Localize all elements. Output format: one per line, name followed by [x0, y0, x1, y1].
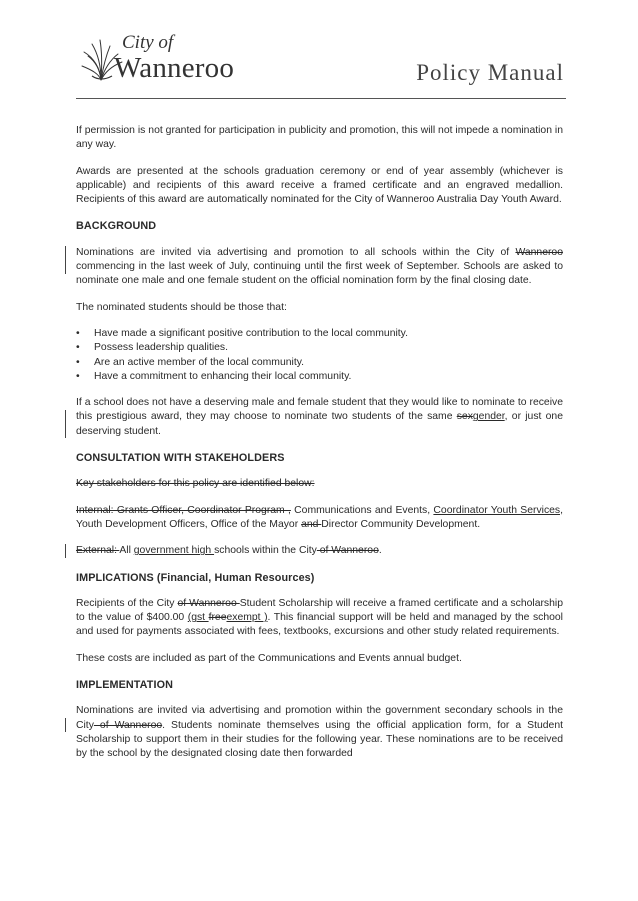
logo-city-text: City of — [122, 32, 174, 53]
revision-change-bar — [65, 246, 66, 274]
inserted-text: exempt ) — [226, 612, 268, 624]
list-item: • Are an active member of the local community. — [76, 356, 563, 370]
revision-change-bar — [65, 410, 66, 438]
logo-name-text: Wanneroo — [114, 52, 235, 84]
text-run: Nominations are invited via advertising and promotion to all schools within the City of — [76, 246, 516, 258]
text-run: . — [378, 545, 382, 557]
page-header — [78, 30, 564, 98]
text-run: Communications and Events, — [290, 504, 434, 516]
text-run: schools within the City — [214, 545, 317, 557]
permission-paragraph: If permission is not granted for participation in publicity and promotion, this will not impede a nomination in any way. — [76, 125, 563, 151]
text-run: . Students nominate themselves using the official application form, for a Student Scholarship to support them in their studies for the following year. These nominations are to be received by the school by the designated closing date then forwarded — [76, 719, 563, 760]
revision-change-bar — [65, 544, 66, 558]
implementation-paragraph — [76, 704, 563, 761]
consultation-internal-paragraph — [76, 504, 563, 533]
deleted-text: Key stakeholders for this policy are identified below: — [76, 478, 315, 490]
text-run: . This financial support will be held and managed by the school and used for payments associated with fees, textbooks, excursions and other study related requirements. — [76, 612, 563, 638]
background-criteria-intro: The nominated students should be those that: — [76, 301, 287, 313]
text-run: Student Scholarship will receive a framed certificate and a scholarship to the value of $400.00 — [76, 597, 563, 624]
manual-title: Policy Manual — [416, 60, 564, 85]
text-run: Nominations are invited via advertising and promotion within the government secondary schools in the City — [76, 705, 563, 731]
document-body — [76, 124, 563, 762]
deleted-text: and — [301, 518, 322, 530]
text-run: Youth Development Officers, Office of the Mayor — [76, 518, 302, 530]
inserted-text: government high — [133, 545, 215, 557]
text-run: If a school does not have a deserving male and female student that they would like to nominate to receive this prestigious award, they may choose to nominate two students of the same — [76, 397, 563, 423]
consultation-external-paragraph — [76, 544, 563, 558]
inserted-text: gender — [472, 411, 505, 423]
deleted-text: External: — [76, 545, 120, 557]
text-run: All — [119, 545, 134, 557]
background-nominations-paragraph — [76, 246, 563, 289]
deleted-text: of Wanneroo — [177, 597, 240, 609]
deleted-text: of Wanneroo — [93, 719, 163, 731]
city-of-wanneroo-logo — [78, 30, 248, 90]
implications-scholarship-paragraph — [76, 597, 563, 640]
deleted-text: Internal: Grants Officer, Coordinator Program , — [76, 504, 291, 516]
deleted-text: of Wanneroo — [316, 545, 379, 557]
text-run: commencing in the last week of July, continuing until the first week of September. Schools are asked to nominate one male and one female student on the official nomination form by the final closing date. — [76, 261, 563, 287]
implications-heading: IMPLICATIONS (Financial, Human Resources) — [76, 571, 315, 584]
implications-budget-paragraph: These costs are included as part of the Communications and Events annual budget. — [76, 652, 462, 664]
background-heading: BACKGROUND — [76, 220, 157, 233]
consultation-heading: CONSULTATION WITH STAKEHOLDERS — [76, 452, 285, 465]
list-item: • Have made a significant positive contribution to the local community. — [76, 327, 563, 341]
deleted-text: Wanneroo — [515, 246, 563, 258]
implementation-heading: IMPLEMENTATION — [76, 679, 173, 692]
list-item: • Have a commitment to enhancing their local community. — [76, 370, 563, 384]
text-run: Director Community Development. — [321, 518, 481, 530]
inserted-text: (gst — [187, 612, 209, 624]
awards-paragraph: Awards are presented at the schools graduation ceremony or end of year assembly (whichever is applicable) and recipients of this award receive a framed certificate and an engraved medallion. Recipients of this award are automatically nominated for the City of Wanneroo Australia Day Youth Award. — [76, 165, 563, 206]
inserted-text: Coordinator Youth Services, — [433, 504, 564, 516]
background-same-gender-paragraph — [76, 396, 563, 439]
text-run: Recipients of the City — [76, 597, 178, 609]
header-rule — [76, 98, 566, 99]
deleted-text: sex — [456, 411, 473, 423]
text-run: , or just one deserving student. — [76, 411, 563, 437]
revision-change-bar — [65, 718, 66, 732]
consultation-key-stakeholders — [76, 477, 563, 491]
criteria-list — [76, 327, 563, 384]
list-item: • Possess leadership qualities. — [76, 341, 563, 355]
deleted-text: free — [208, 612, 227, 624]
